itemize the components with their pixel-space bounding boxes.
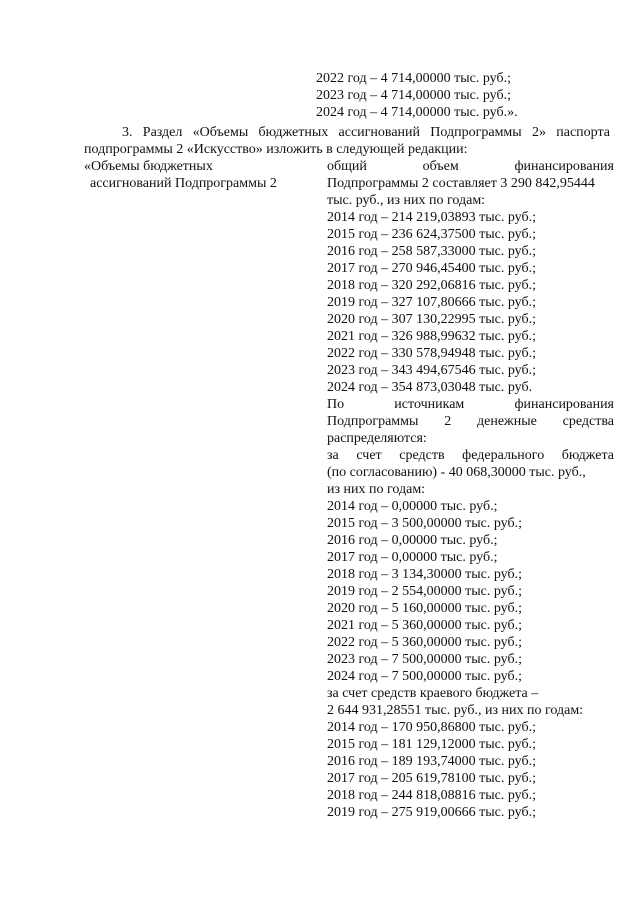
sources-line: Подпрограммы 2 денежные средства: [327, 414, 614, 429]
year-line: 2014 год – 170 950,86800 тыс. руб.;: [327, 720, 536, 735]
year-line: 2021 год – 326 988,99632 тыс. руб.;: [327, 329, 536, 344]
label-line: ассигнований Подпрограммы 2: [90, 176, 277, 191]
table-value-column: [327, 158, 614, 821]
year-line: 2019 год – 327 107,80666 тыс. руб.;: [327, 295, 536, 310]
year-line: 2015 год – 181 129,12000 тыс. руб.;: [327, 737, 536, 752]
year-line: 2023 год – 4 714,00000 тыс. руб.;: [316, 88, 511, 103]
previous-section-tail: [316, 70, 616, 121]
year-line: 2016 год – 258 587,33000 тыс. руб.;: [327, 244, 536, 259]
year-line: 2014 год – 214 219,03893 тыс. руб.;: [327, 210, 536, 225]
year-line: 2018 год – 3 134,30000 тыс. руб.;: [327, 567, 522, 582]
regional-line: за счет средств краевого бюджета –: [327, 686, 539, 701]
year-line: 2015 год – 236 624,37500 тыс. руб.;: [327, 227, 536, 242]
amendment-paragraph: [84, 124, 610, 158]
year-line: 2017 год – 0,00000 тыс. руб.;: [327, 550, 498, 565]
federal-line: из них по годам:: [327, 482, 426, 497]
year-line: 2019 год – 275 919,00666 тыс. руб.;: [327, 805, 536, 820]
year-line: 2023 год – 343 494,67546 тыс. руб.;: [327, 363, 536, 378]
label-line: «Объемы бюджетных: [84, 159, 213, 174]
total-line: Подпрограммы 2 составляет 3 290 842,95444: [327, 176, 595, 191]
year-line: 2020 год – 307 130,22995 тыс. руб.;: [327, 312, 536, 327]
year-line: 2014 год – 0,00000 тыс. руб.;: [327, 499, 498, 514]
total-line: тыс. руб., из них по годам:: [327, 193, 486, 208]
year-line: 2024 год – 4 714,00000 тыс. руб.».: [316, 105, 518, 120]
year-line: 2024 год – 354 873,03048 тыс. руб.: [327, 380, 533, 395]
sources-line: По источникам финансирования: [327, 397, 614, 412]
year-line: 2021 год – 5 360,00000 тыс. руб.;: [327, 618, 522, 633]
federal-line: (по согласованию) - 40 068,30000 тыс. руб.,: [327, 465, 586, 480]
year-line: 2020 год – 5 160,00000 тыс. руб.;: [327, 601, 522, 616]
year-line: 2016 год – 0,00000 тыс. руб.;: [327, 533, 498, 548]
year-line: 2024 год – 7 500,00000 тыс. руб.;: [327, 669, 522, 684]
year-line: 2018 год – 244 818,08816 тыс. руб.;: [327, 788, 536, 803]
federal-line: за счет средств федерального бюджета: [327, 448, 614, 463]
paragraph-line: 3. Раздел «Объемы бюджетных ассигнований Подпрограммы 2» паспорта: [122, 125, 610, 140]
total-line: общий объем финансирования: [327, 159, 614, 174]
year-line: 2022 год – 5 360,00000 тыс. руб.;: [327, 635, 522, 650]
year-line: 2022 год – 4 714,00000 тыс. руб.;: [316, 71, 511, 86]
year-line: 2015 год – 3 500,00000 тыс. руб.;: [327, 516, 522, 531]
year-line: 2016 год – 189 193,74000 тыс. руб.;: [327, 754, 536, 769]
year-line: 2017 год – 205 619,78100 тыс. руб.;: [327, 771, 536, 786]
paragraph-line: подпрограммы 2 «Искусство» изложить в следующей редакции:: [84, 142, 468, 157]
year-line: 2018 год – 320 292,06816 тыс. руб.;: [327, 278, 536, 293]
year-line: 2023 год – 7 500,00000 тыс. руб.;: [327, 652, 522, 667]
table-label-column: [84, 158, 309, 192]
year-line: 2019 год – 2 554,00000 тыс. руб.;: [327, 584, 522, 599]
year-line: 2022 год – 330 578,94948 тыс. руб.;: [327, 346, 536, 361]
regional-line: 2 644 931,28551 тыс. руб., из них по годам:: [327, 703, 584, 718]
year-line: 2017 год – 270 946,45400 тыс. руб.;: [327, 261, 536, 276]
sources-line: распределяются:: [327, 431, 427, 446]
